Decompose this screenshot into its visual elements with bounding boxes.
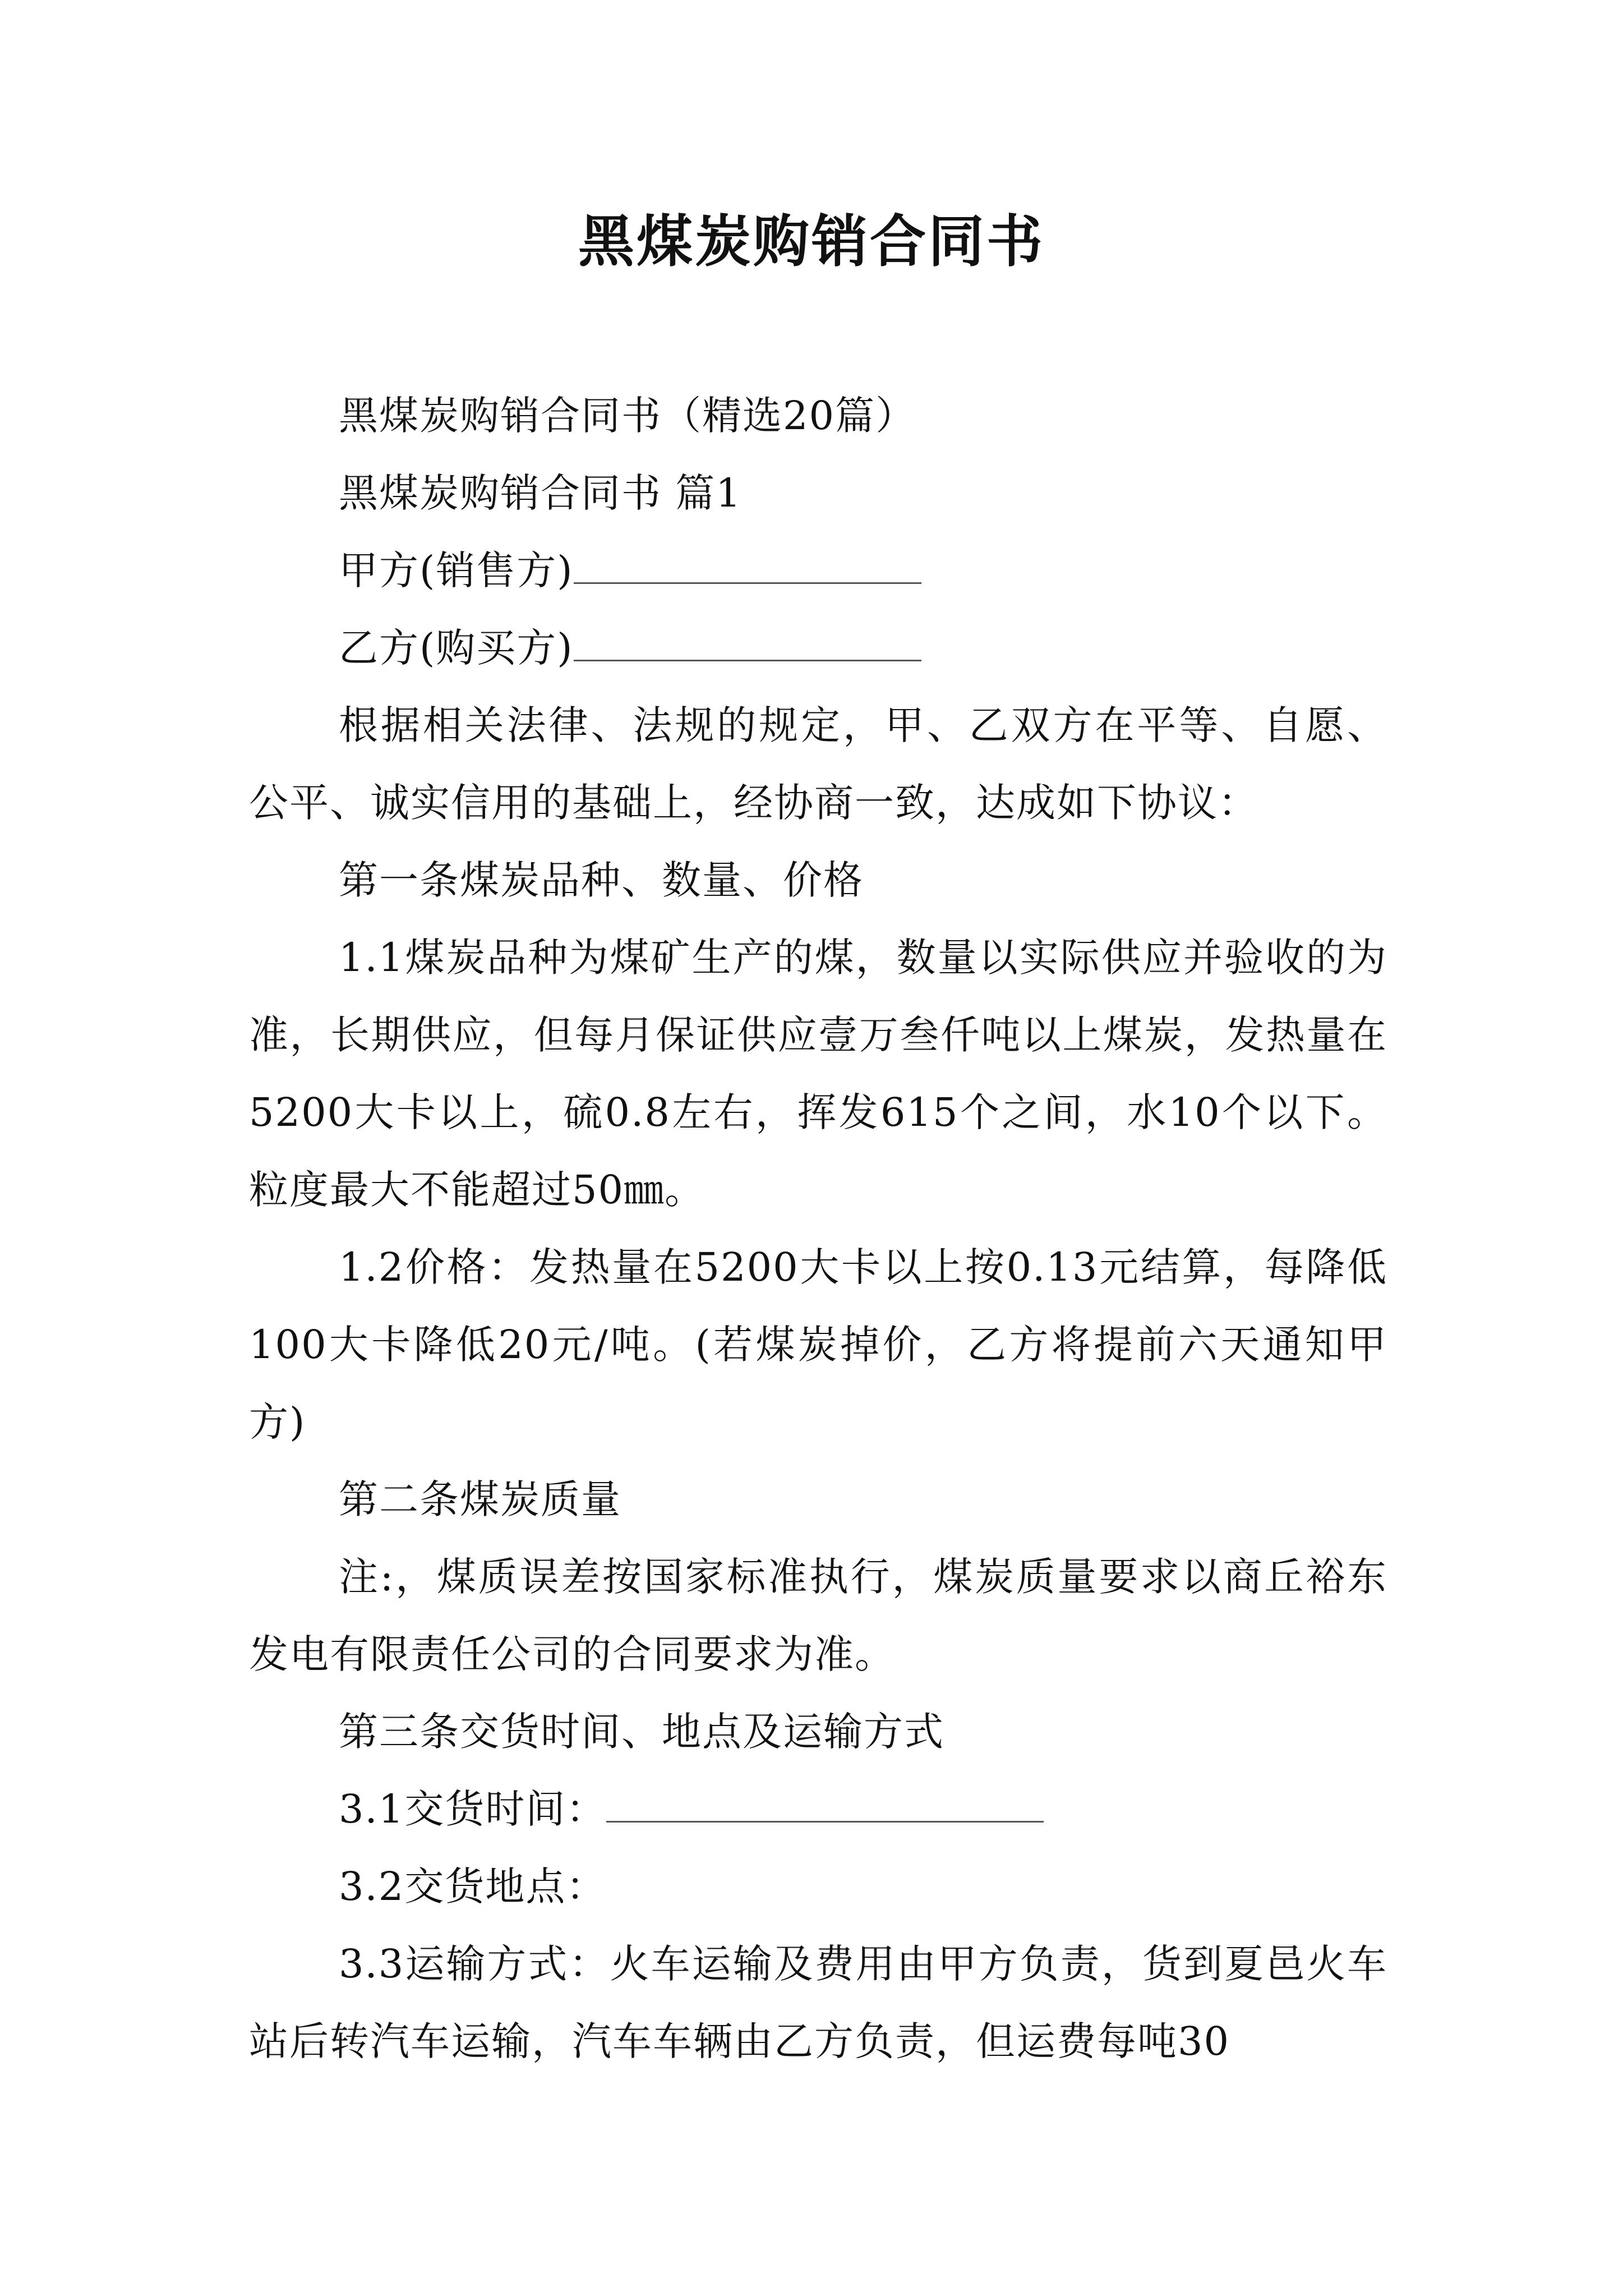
document-title: 黑煤炭购销合同书	[578, 208, 1045, 274]
clause-1-1: 1.1煤炭品种为煤矿生产的煤，数量以实际供应并验收的为准，长期供应，但每月保证供应壹万叁仟吨以上煤炭，发热量在5200大卡以上，硫0.8左右，挥发615个之间，水10个以下。粒度最大不能超过50㎜。	[249, 935, 1387, 1213]
party-a-label: 甲方(销售方)	[339, 547, 574, 593]
quality-note: 注:，煤质误差按国家标准执行，煤炭质量要求以商丘裕东发电有限责任公司的合同要求为准。	[249, 1554, 1387, 1677]
preamble-paragraph: 根据相关法律、法规的规定，甲、乙双方在平等、自愿、公平、诚实信用的基础上，经协商一致，达成如下协议：	[249, 702, 1387, 826]
party-b-line	[249, 609, 1387, 687]
document-body	[249, 377, 1387, 2080]
party-a-blank	[574, 543, 921, 584]
section-heading: 黑煤炭购销合同书 篇1	[339, 470, 742, 516]
party-a-line	[249, 532, 1387, 609]
clause-3-1-line	[249, 1770, 1387, 1848]
article-2-heading: 第二条煤炭质量	[339, 1476, 621, 1522]
clause-3-1-label: 3.1交货时间：	[339, 1786, 607, 1832]
article-1-heading: 第一条煤炭品种、数量、价格	[339, 857, 864, 903]
party-b-label: 乙方(购买方)	[339, 625, 574, 671]
clause-3-3: 3.3运输方式：火车运输及费用由甲方负责，货到夏邑火车站后转汽车运输，汽车车辆由乙方负责，但运费每吨30	[249, 1941, 1387, 2064]
clause-3-2: 3.2交货地点：	[339, 1864, 607, 1910]
party-b-blank	[574, 620, 921, 661]
clause-1-2: 1.2价格：发热量在5200大卡以上按0.13元结算，每降低100大卡降低20元/吨。(若煤炭掉价，乙方将提前六天通知甲方)	[249, 1244, 1387, 1445]
document-subtitle: 黑煤炭购销合同书（精选20篇）	[339, 393, 916, 439]
article-3-heading: 第三条交货时间、地点及运输方式	[339, 1709, 944, 1755]
delivery-time-blank	[606, 1782, 1044, 1823]
